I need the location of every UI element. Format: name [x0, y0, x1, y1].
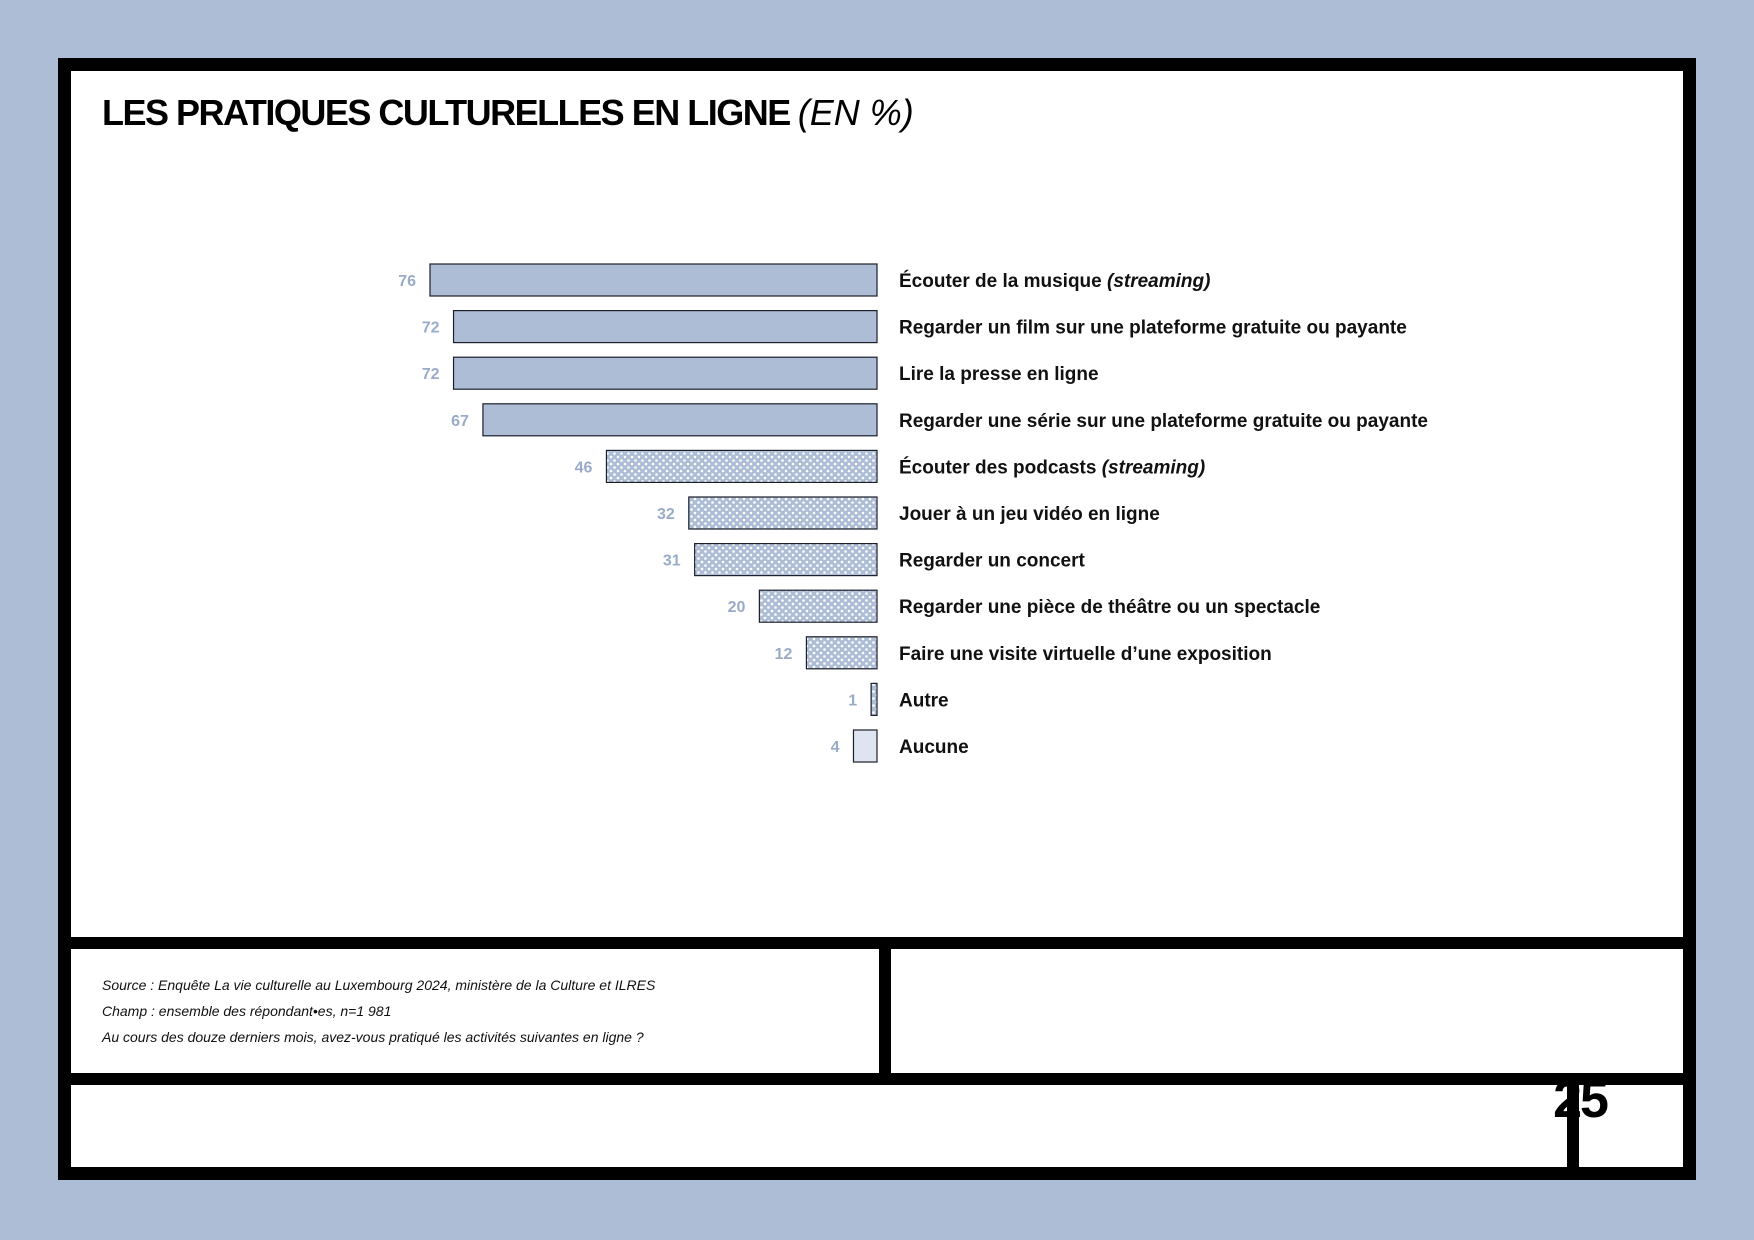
chart-notes — [102, 976, 862, 1054]
source-note: Source : Enquête La vie culturelle au Luxembourg 2024, ministère de la Culture et ILRES — [102, 977, 656, 993]
bar-category-label: Faire une visite virtuelle d’une exposition — [899, 643, 1272, 665]
bar — [853, 730, 877, 762]
bar-category-label: Regarder une série sur une plateforme gratuite ou payante — [899, 410, 1428, 432]
bar-category-label: Écouter des podcasts (streaming) — [899, 457, 1206, 479]
bar — [695, 544, 877, 576]
bar-value-label: 1 — [848, 692, 858, 710]
bar-value-label: 4 — [830, 739, 840, 756]
bar-value-label: 32 — [656, 506, 675, 523]
bar-category-label: Regarder un film sur une plateforme gratuite ou payante — [899, 317, 1407, 339]
bar-value-label: 72 — [421, 319, 440, 337]
bar-value-label: 76 — [398, 273, 416, 290]
bar — [454, 311, 877, 343]
bar — [483, 404, 877, 436]
bar-value-label: 31 — [662, 552, 681, 570]
bar — [606, 450, 877, 482]
bar-category-label: Lire la presse en ligne — [899, 364, 1099, 386]
bar-category-label: Autre — [899, 690, 949, 712]
bar — [454, 357, 877, 389]
bar-value-label: 72 — [421, 366, 440, 384]
bar-value-label: 46 — [574, 459, 593, 477]
bar-category-label: Écouter de la musique (streaming) — [899, 271, 1211, 292]
bar-category-label: Jouer à un jeu vidéo en ligne — [899, 504, 1160, 525]
bar-category-label: Regarder une pièce de théâtre ou un spectacle — [899, 597, 1321, 619]
bar — [430, 264, 877, 296]
bar — [759, 590, 877, 622]
title-unit: (EN %) — [797, 92, 914, 133]
bar-category-label: Aucune — [899, 737, 969, 758]
bar — [806, 637, 877, 669]
scope-note: Champ : ensemble des répondant•es, n=1 981 — [102, 1003, 392, 1019]
bar-value-label: 12 — [774, 645, 793, 663]
bar-category-label: Regarder un concert — [899, 550, 1085, 572]
title-text: LES PRATIQUES CULTURELLES EN LIGNE — [102, 92, 790, 133]
bar-value-label: 67 — [451, 412, 469, 430]
bar-value-label: 20 — [727, 599, 746, 617]
bar — [689, 497, 877, 529]
bar — [871, 683, 877, 715]
question-note: Au cours des douze derniers mois, avez-vous pratiqué les activités suivantes en ligne ? — [102, 1029, 644, 1045]
page-number: 25 — [1553, 1071, 1607, 1129]
